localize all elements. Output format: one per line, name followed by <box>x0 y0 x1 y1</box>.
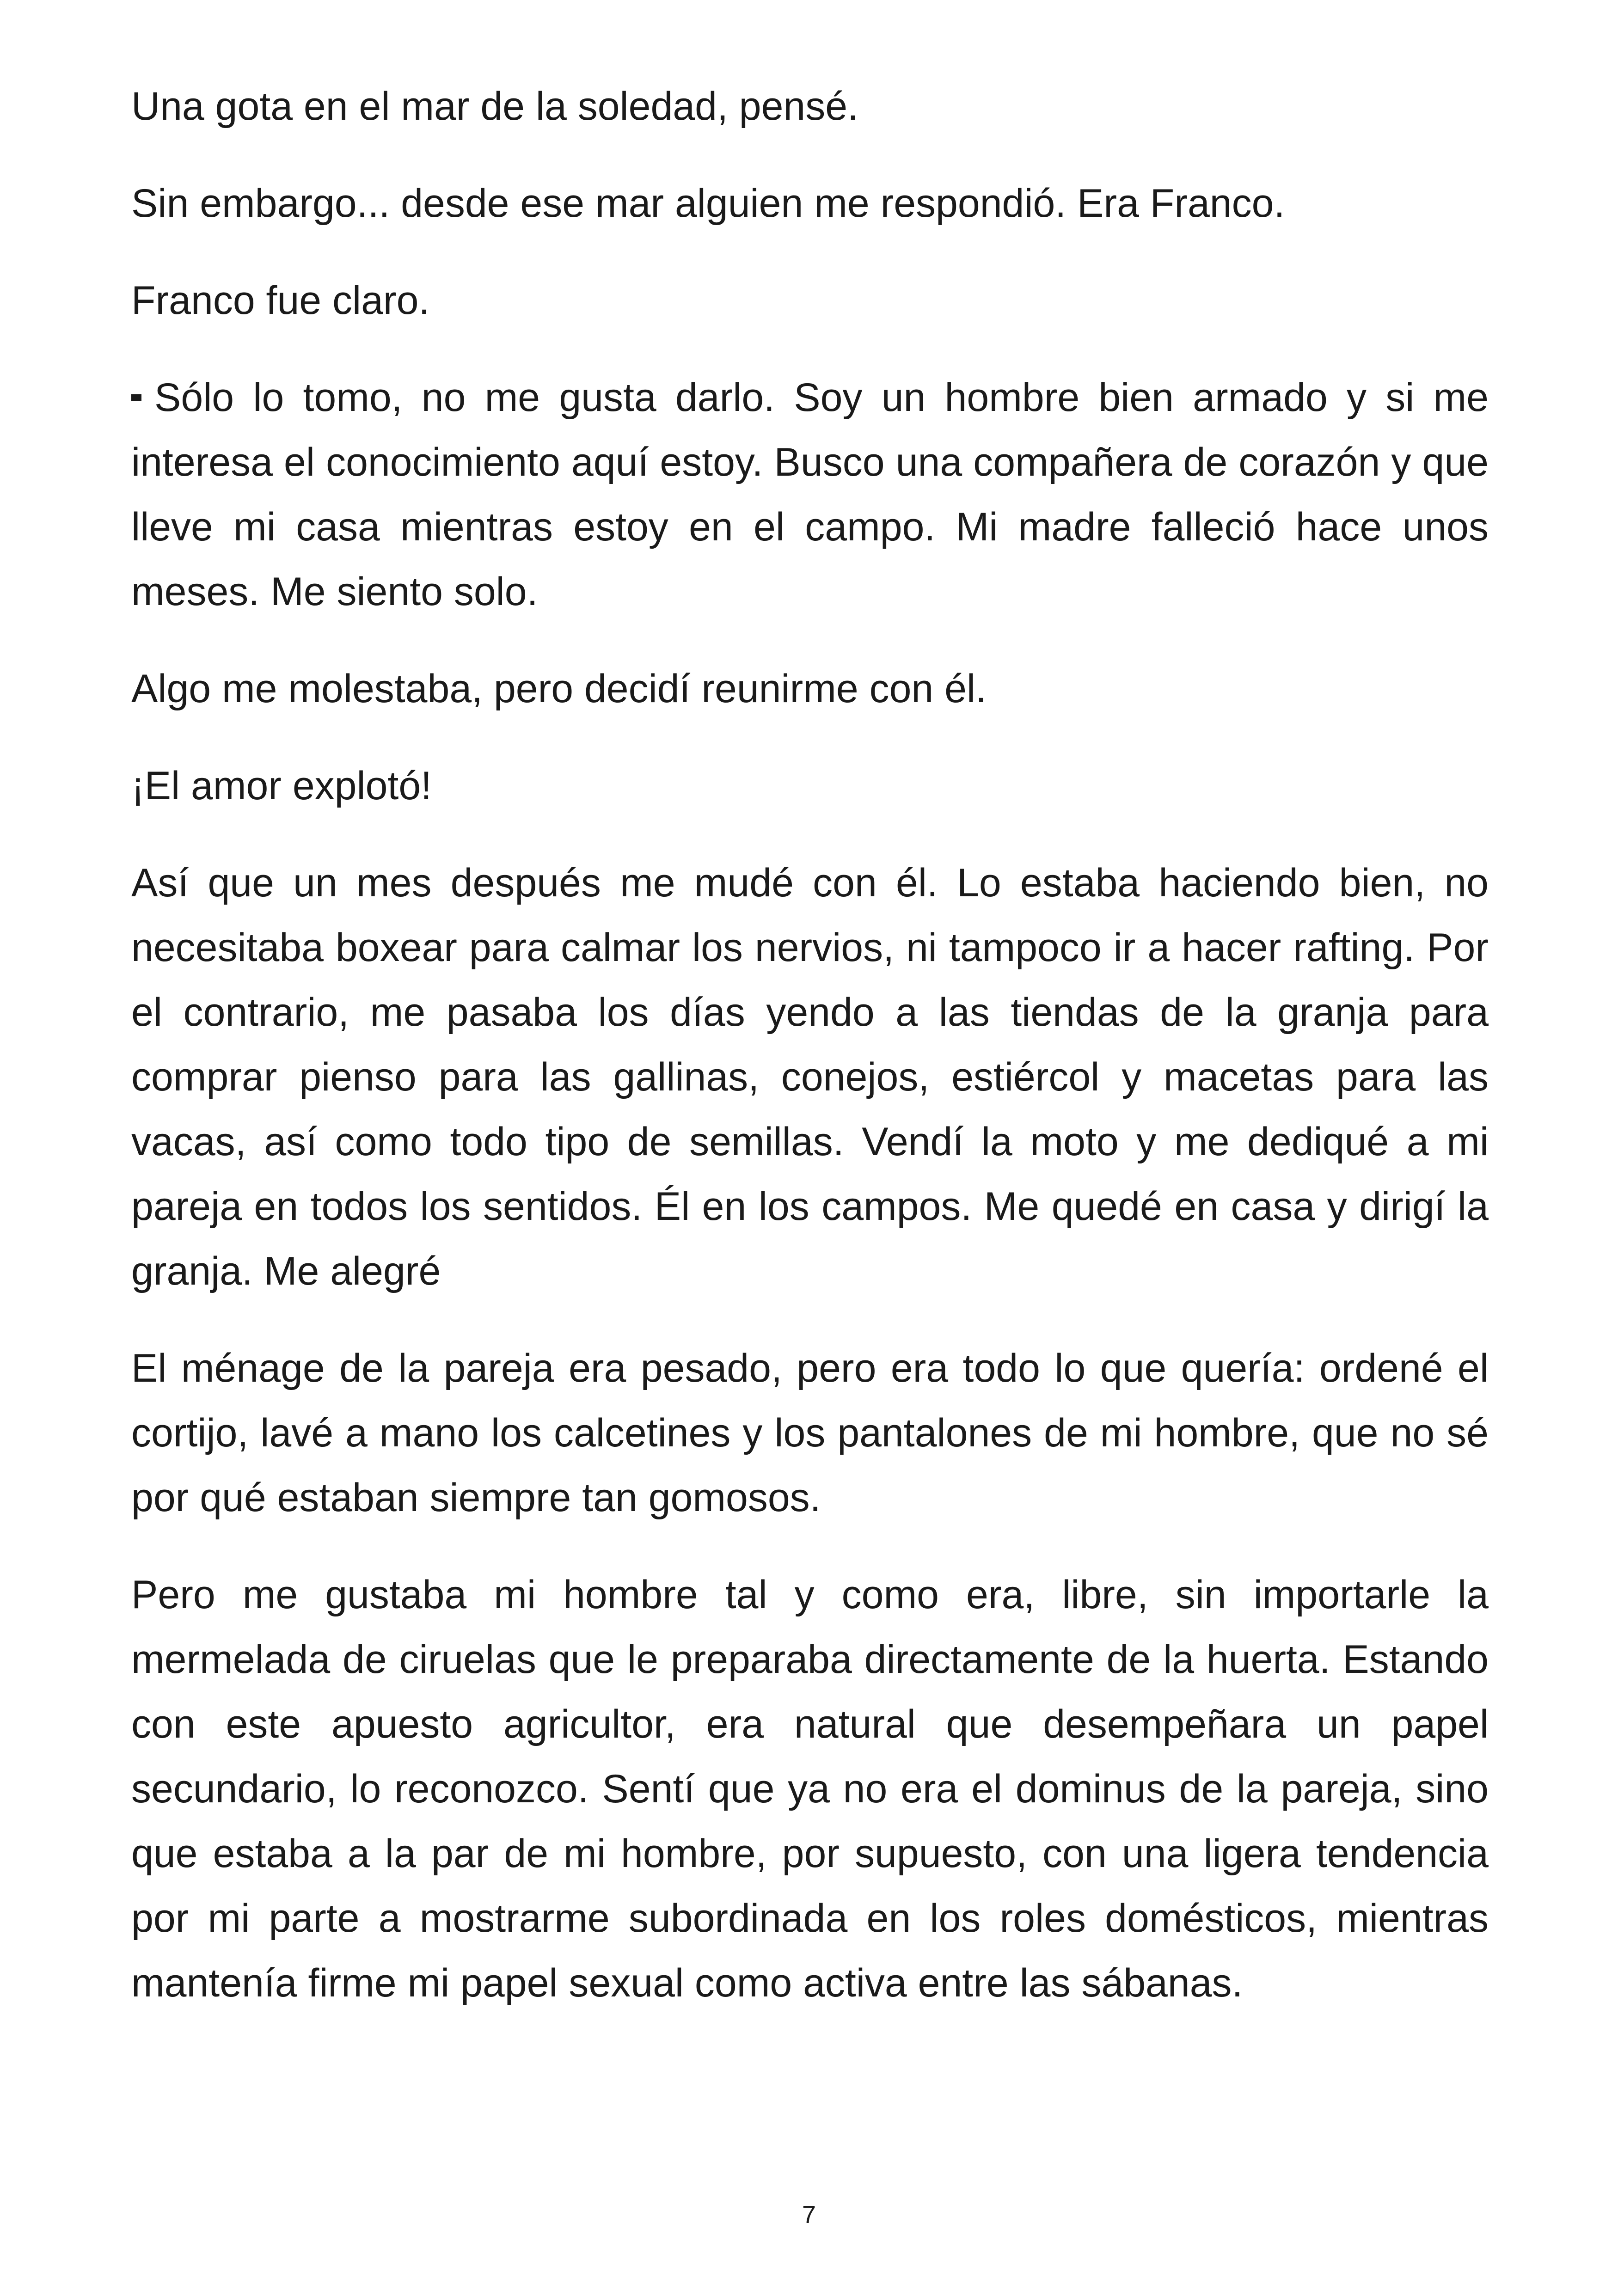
dialogue-dash-icon <box>131 394 141 401</box>
paragraph-5: Algo me molestaba, pero decidí reunirme con él. <box>131 667 987 711</box>
dialogue-text: Sólo lo tomo, no me gusta darlo. Soy un hombre bien armado y si me interesa el conocimiento aquí estoy. Busco una compañera de corazón y que lleve mi casa mientras estoy en el campo. Mi madre falleció hace unos meses. Me siento solo. <box>131 375 1489 614</box>
paragraph-6: ¡El amor explotó! <box>131 764 432 808</box>
page-body <box>131 74 1489 2048</box>
paragraph-9: Pero me gustaba mi hombre tal y como era, libre, sin importarle la mermelada de ciruelas que le preparaba directamente de la huerta. Estando con este apuesto agricultor, era natural que desempeñara un papel secundario, lo reconozco. Sentí que ya no era el dominus de la pareja, sino que estaba a la par de mi hombre, por supuesto, con una ligera tendencia por mi parte a mostrarme subordinada en los roles domésticos, mientras mantenía firme mi papel sexual como activa entre las sábanas. <box>131 1573 1489 2005</box>
page-number: 7 <box>802 2201 816 2229</box>
paragraph-2: Sin embargo... desde ese mar alguien me respondió. Era Franco. <box>131 181 1285 226</box>
paragraph-7: Así que un mes después me mudé con él. Lo estaba haciendo bien, no necesitaba boxear para calmar los nervios, ni tampoco ir a hacer rafting. Por el contrario, me pasaba los días yendo a las tiendas de la granja para comprar pienso para las gallinas, conejos, estiércol y macetas para las vacas, así como todo tipo de semillas. Vendí la moto y me dediqué a mi pareja en todos los sentidos. Él en los campos. Me quedé en casa y dirigí la granja. Me alegré <box>131 861 1489 1293</box>
paragraph-4-dialogue <box>131 365 1489 624</box>
paragraph-8: El ménage de la pareja era pesado, pero era todo lo que quería: ordené el cortijo, lavé a mano los calcetines y los pantalones de mi hombre, que no sé por qué estaban siempre tan gomosos. <box>131 1346 1489 1520</box>
paragraph-1: Una gota en el mar de la soledad, pensé. <box>131 84 858 129</box>
paragraph-3: Franco fue claro. <box>131 278 430 323</box>
